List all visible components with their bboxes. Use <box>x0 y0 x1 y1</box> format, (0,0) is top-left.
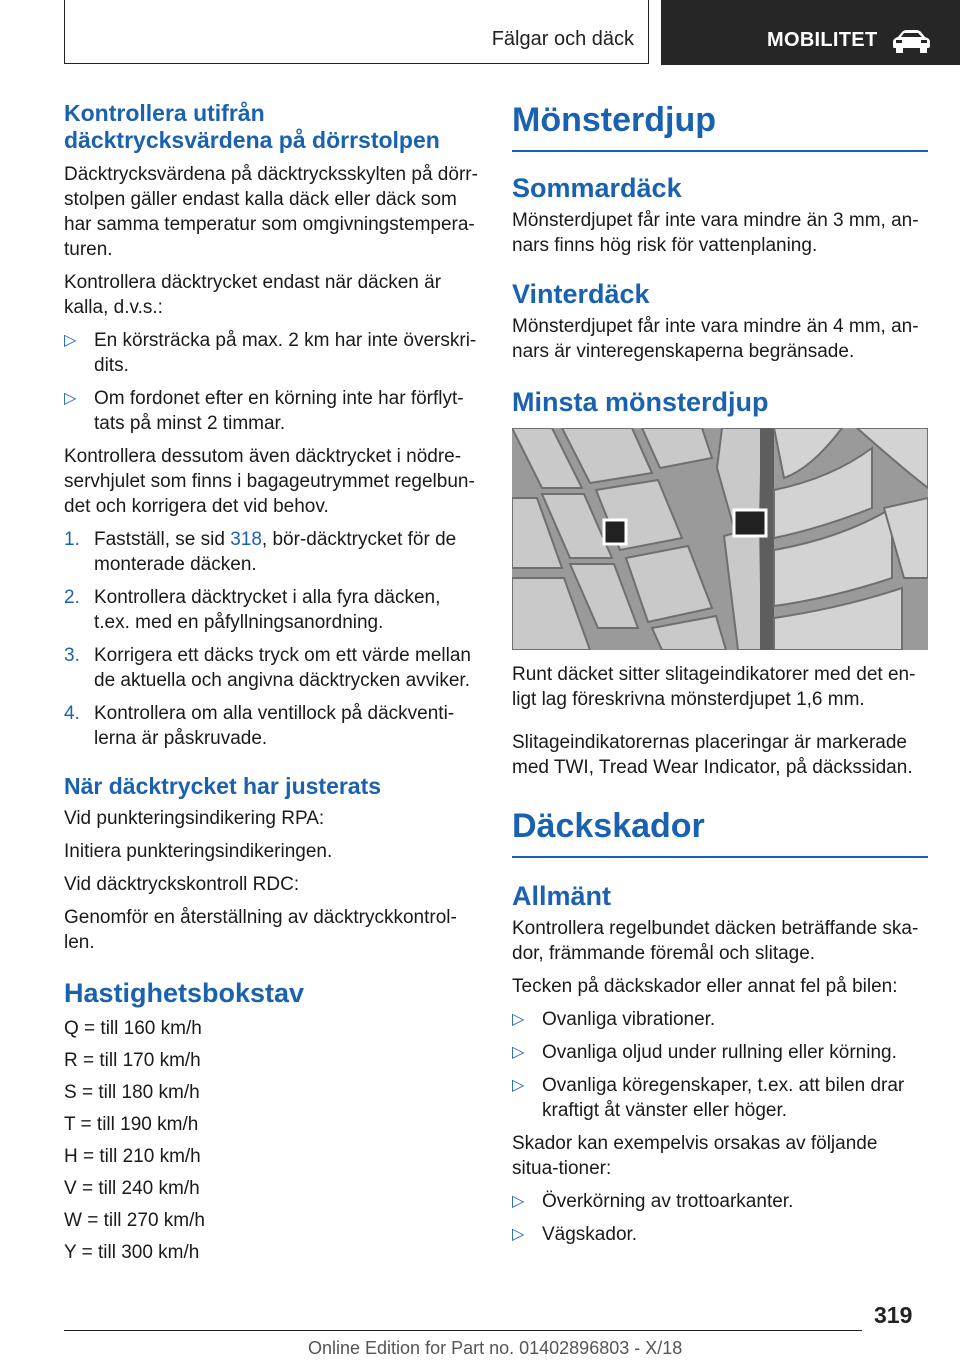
numbered-list <box>64 527 478 751</box>
heading-general: Allmänt <box>512 881 612 911</box>
page-header <box>0 0 960 66</box>
list-item-text: Ovanliga oljud under rullning eller körning. <box>542 1042 897 1063</box>
list-item <box>64 585 478 635</box>
footer-divider <box>64 1330 862 1331</box>
tire-tread-image <box>512 428 928 650</box>
list-item-text: Vägskador. <box>542 1224 638 1245</box>
triangle-bullet-icon: ▷ <box>512 1011 525 1028</box>
triangle-bullet-icon: ▷ <box>512 1077 525 1094</box>
speed-item: V = till 240 km/h <box>64 1178 200 1199</box>
paragraph: Däcktrycksvärdena på däcktrycksskylten på dörr-stolpen gäller endast kalla däck eller däck som har samma temperatur som omgivningstempera-turen. <box>64 164 478 260</box>
list-item <box>64 701 478 751</box>
speed-item: S = till 180 km/h <box>64 1082 200 1103</box>
list-item <box>64 328 478 378</box>
list-item <box>64 643 478 693</box>
heading-check-door-pillar: Kontrollera utifrån däcktrycksvärdena på dörrstolpen <box>64 100 440 153</box>
triangle-bullet-icon: ▷ <box>512 1193 525 1210</box>
heading-winter-tires: Vinterdäck <box>512 279 650 309</box>
paragraph: Genomför en återställning av däcktryckkontrol-len. <box>64 907 457 953</box>
paragraph: Kontrollera dessutom även däcktrycket i nödre-servhjulet som finns i bagageutrymmet regelbun-det och korrigera det vid behov. <box>64 446 475 517</box>
list-item <box>512 1073 928 1123</box>
speed-item: Y = till 300 km/h <box>64 1242 200 1263</box>
speed-item: Q = till 160 km/h <box>64 1018 202 1039</box>
heading-speed-rating: Hastighetsbokstav <box>64 978 305 1008</box>
paragraph: Runt däcket sitter slitageindikatorer med det en-ligt lag föreskrivna mönsterdjupet 1,6 mm. <box>512 664 916 710</box>
heading-min-tread: Minsta mönsterdjup <box>512 387 769 417</box>
triangle-bullet-icon: ▷ <box>64 332 77 349</box>
paragraph: Vid punkteringsindikering RPA: <box>64 808 325 829</box>
list-item <box>512 1222 928 1247</box>
heading-summer-tires: Sommardäck <box>512 173 682 203</box>
step-number: 3. <box>64 645 80 666</box>
speed-item: R = till 170 km/h <box>64 1050 201 1071</box>
page-number: 319 <box>874 1302 913 1328</box>
step-number: 4. <box>64 703 80 724</box>
step-text: Fastställ, se sid <box>94 529 231 550</box>
list-item <box>64 386 478 436</box>
speed-list <box>64 1016 478 1265</box>
list-item <box>512 1189 928 1214</box>
step-text: , bör-däcktrycket för de monterade däcken. <box>94 529 457 575</box>
speed-item: H = till 210 km/h <box>64 1146 201 1167</box>
step-number: 1. <box>64 529 80 550</box>
triangle-bullet-icon: ▷ <box>512 1044 525 1061</box>
list-item <box>64 527 478 577</box>
step-number: 2. <box>64 587 80 608</box>
step-text: Kontrollera däcktrycket i alla fyra däcken, t.ex. med en påfyllningsanordning. <box>94 587 441 633</box>
car-icon <box>889 28 933 54</box>
paragraph: Kontrollera däcktrycket endast när däcken är kalla, d.v.s.: <box>64 272 442 318</box>
paragraph: Kontrollera regelbundet däcken beträffande ska-dor, främmande föremål och slitage. <box>512 918 919 964</box>
list-item-text: Överkörning av trottoarkanter. <box>542 1191 794 1212</box>
tread-wear-indicator <box>734 510 766 536</box>
list-item-text: En körsträcka på max. 2 km har inte överskri-dits. <box>94 330 477 376</box>
speed-item: W = till 270 km/h <box>64 1210 205 1231</box>
triangle-bullet-icon: ▷ <box>512 1226 525 1243</box>
heading-tire-damage: Däckskador <box>512 806 928 858</box>
list-item-text: Ovanliga köregenskaper, t.ex. att bilen drar kraftigt åt vänster eller höger. <box>542 1075 905 1121</box>
paragraph: Tecken på däckskador eller annat fel på bilen: <box>512 976 898 997</box>
footer-edition: Online Edition for Part no. 01402896803 - X/18 <box>308 1338 683 1358</box>
paragraph: Skador kan exempelvis orsakas av följande situa-tioner: <box>512 1133 878 1179</box>
paragraph: Mönsterdjupet får inte vara mindre än 3 mm, an-nars finns hög risk för vattenplaning. <box>512 210 919 256</box>
right-column <box>512 100 928 1247</box>
chapter-tab <box>661 0 960 65</box>
triangle-bullet-icon: ▷ <box>64 390 77 407</box>
speed-item: T = till 190 km/h <box>64 1114 199 1135</box>
list-item-text: Ovanliga vibrationer. <box>542 1009 716 1030</box>
bullet-list <box>512 1189 928 1247</box>
heading-tread-depth: Mönsterdjup <box>512 100 928 152</box>
paragraph: Slitageindikatorernas placeringar är markerade med TWI, Tread Wear Indicator, på däckssidan. <box>512 732 913 778</box>
page-link[interactable]: 318 <box>230 529 262 550</box>
heading-pressure-adjusted: När däcktrycket har justerats <box>64 773 382 799</box>
tread-wear-indicator <box>604 520 626 544</box>
list-item-text: Om fordonet efter en körning inte har förflyt-tats på minst 2 timmar. <box>94 388 464 434</box>
chapter-title: MOBILITET <box>767 29 878 51</box>
bullet-list <box>64 328 478 436</box>
section-title: Fälgar och däck <box>491 28 634 50</box>
paragraph: Initiera punkteringsindikeringen. <box>64 841 333 862</box>
paragraph: Mönsterdjupet får inte vara mindre än 4 mm, an-nars är vinteregenskaperna begränsade. <box>512 316 919 362</box>
left-column <box>64 100 478 1265</box>
step-text: Korrigera ett däcks tryck om ett värde mellan de aktuella och angivna däcktrycken avviker. <box>94 645 471 691</box>
section-tab <box>64 0 649 64</box>
step-text: Kontrollera om alla ventillock på däckventi-lerna är påskruvade. <box>94 703 455 749</box>
list-item <box>512 1007 928 1032</box>
paragraph: Vid däcktryckskontroll RDC: <box>64 874 300 895</box>
list-item <box>512 1040 928 1065</box>
bullet-list <box>512 1007 928 1123</box>
